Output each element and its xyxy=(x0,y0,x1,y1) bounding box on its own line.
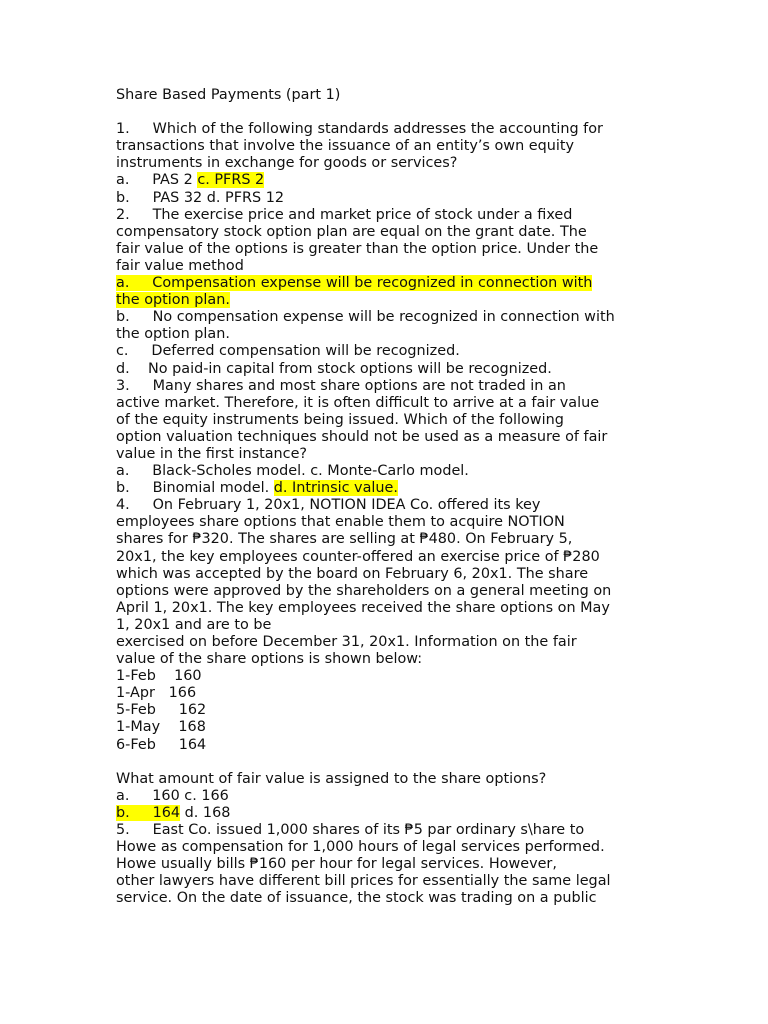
text-line xyxy=(116,190,656,207)
text-line xyxy=(116,241,656,258)
text-line xyxy=(116,172,656,189)
text-segment: 1-Feb 160 xyxy=(116,668,202,685)
text-line xyxy=(116,361,656,378)
text-line xyxy=(116,412,656,429)
text-segment: 1, 20x1 and are to be xyxy=(116,616,272,633)
text-segment: shares for ₱320. The shares are selling at ₱480. On February 5, xyxy=(116,531,573,548)
text-segment: d. 168 xyxy=(180,804,231,821)
highlighted-answer: c. PFRS 2 xyxy=(197,172,265,189)
text-segment: d. No paid-in capital from stock options will be recognized. xyxy=(116,360,552,377)
text-segment: b. No compensation expense will be recognized in connection with xyxy=(116,309,615,326)
text-line xyxy=(116,87,656,104)
text-line xyxy=(116,463,656,480)
text-line xyxy=(116,617,656,634)
text-line xyxy=(116,566,656,583)
text-line xyxy=(116,292,656,309)
text-segment: 1-May 168 xyxy=(116,719,206,736)
text-line xyxy=(116,258,656,275)
text-segment: 4. On February 1, 20x1, NOTION IDEA Co. offered its key xyxy=(116,497,541,514)
text-line xyxy=(116,822,656,839)
text-line xyxy=(116,839,656,856)
text-line xyxy=(116,685,656,702)
highlighted-answer: b. 164 xyxy=(116,804,181,821)
text-segment: c. Deferred compensation will be recognized. xyxy=(116,343,460,360)
text-segment: a. Black-Scholes model. c. Monte-Carlo model. xyxy=(116,463,469,480)
text-line xyxy=(116,873,656,890)
text-line xyxy=(116,497,656,514)
text-line xyxy=(116,378,656,395)
highlighted-answer: d. Intrinsic value. xyxy=(273,480,398,497)
text-segment: 1-Apr 166 xyxy=(116,685,197,702)
text-segment: 6-Feb 164 xyxy=(116,736,207,753)
text-line xyxy=(116,702,656,719)
text-line xyxy=(116,771,656,788)
text-line xyxy=(116,207,656,224)
text-segment: fair value method xyxy=(116,257,244,274)
text-line xyxy=(116,121,656,138)
text-segment: 20x1, the key employees counter-offered an exercise price of ₱280 xyxy=(116,548,600,565)
document-body xyxy=(116,87,656,908)
text-line xyxy=(116,343,656,360)
text-line xyxy=(116,754,656,771)
text-segment: What amount of fair value is assigned to the share options? xyxy=(116,770,547,787)
text-line xyxy=(116,737,656,754)
text-segment: April 1, 20x1. The key employees received the share options on May xyxy=(116,599,610,616)
text-line xyxy=(116,668,656,685)
text-segment: Howe usually bills ₱160 per hour for legal services. However, xyxy=(116,856,557,873)
highlighted-answer: a. Compensation expense will be recognized in connection with xyxy=(116,275,593,292)
text-segment: 1. Which of the following standards addresses the accounting for xyxy=(116,121,603,138)
text-segment: 5-Feb 162 xyxy=(116,702,207,719)
text-segment: a. 160 c. 166 xyxy=(116,787,229,804)
text-line xyxy=(116,446,656,463)
text-segment: 5. East Co. issued 1,000 shares of its ₱5 par ordinary s\hare to xyxy=(116,822,585,839)
text-line xyxy=(116,155,656,172)
text-line xyxy=(116,138,656,155)
text-line xyxy=(116,583,656,600)
text-line xyxy=(116,890,656,907)
text-line xyxy=(116,395,656,412)
text-line xyxy=(116,600,656,617)
text-line xyxy=(116,788,656,805)
text-line xyxy=(116,309,656,326)
text-segment: Share Based Payments (part 1) xyxy=(116,87,341,103)
text-segment: Howe as compensation for 1,000 hours of legal services performed. xyxy=(116,839,605,856)
text-line xyxy=(116,719,656,736)
text-segment: active market. Therefore, it is often difficult to arrive at a fair value xyxy=(116,394,600,411)
text-segment: 2. The exercise price and market price of stock under a fixed xyxy=(116,206,573,223)
text-segment: service. On the date of issuance, the stock was trading on a public xyxy=(116,890,597,907)
text-segment: instruments in exchange for goods or services? xyxy=(116,155,458,172)
text-line xyxy=(116,549,656,566)
text-segment: options were approved by the shareholders on a general meeting on xyxy=(116,582,612,599)
text-line xyxy=(116,514,656,531)
text-line xyxy=(116,429,656,446)
text-line xyxy=(116,651,656,668)
text-segment: value of the share options is shown below: xyxy=(116,651,423,668)
text-line xyxy=(116,224,656,241)
text-segment: b. Binomial model. xyxy=(116,480,274,497)
text-segment: exercised on before December 31, 20x1. Information on the fair xyxy=(116,634,577,650)
highlighted-answer: the option plan. xyxy=(116,292,230,309)
text-line xyxy=(116,634,656,651)
text-segment: transactions that involve the issuance of an entity’s own equity xyxy=(116,138,575,155)
text-line xyxy=(116,275,656,292)
text-segment: 3. Many shares and most share options are not traded in an xyxy=(116,377,566,394)
text-line xyxy=(116,856,656,873)
text-line xyxy=(116,531,656,548)
text-segment: b. PAS 32 d. PFRS 12 xyxy=(116,189,285,206)
text-segment: compensatory stock option plan are equal on the grant date. The xyxy=(116,223,587,240)
text-segment: the option plan. xyxy=(116,326,230,343)
text-segment: employees share options that enable them to acquire NOTION xyxy=(116,514,565,531)
text-segment: option valuation techniques should not be used as a measure of fair xyxy=(116,428,608,445)
text-segment: value in the first instance? xyxy=(116,445,308,462)
text-segment: which was accepted by the board on February 6, 20x1. The share xyxy=(116,565,589,582)
text-segment: fair value of the options is greater than the option price. Under the xyxy=(116,240,599,257)
text-line xyxy=(116,104,656,121)
text-line xyxy=(116,805,656,822)
text-segment: other lawyers have different bill prices for essentially the same legal xyxy=(116,873,611,890)
text-segment: of the equity instruments being issued. Which of the following xyxy=(116,411,564,428)
text-segment: a. PAS 2 xyxy=(116,172,198,189)
text-line xyxy=(116,480,656,497)
text-line xyxy=(116,326,656,343)
